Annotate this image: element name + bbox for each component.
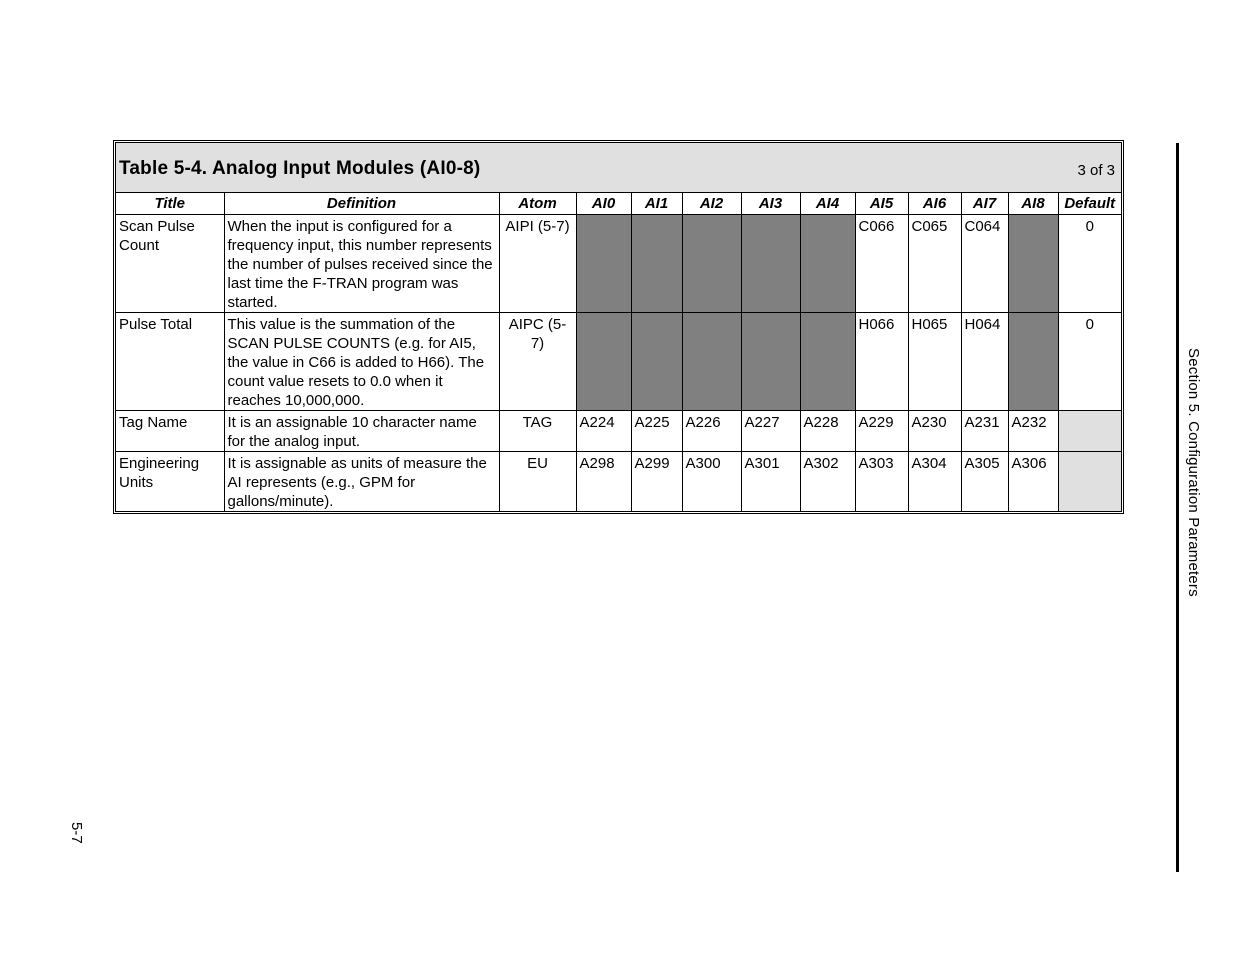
cell-ai1	[631, 215, 682, 313]
header-ai0: AI0	[576, 193, 631, 215]
header-ai2: AI2	[682, 193, 741, 215]
cell-ai2	[682, 313, 741, 411]
header-ai1: AI1	[631, 193, 682, 215]
header-ai7: AI7	[961, 193, 1008, 215]
row-default	[1058, 452, 1121, 512]
cell-ai8: A232	[1008, 411, 1058, 452]
header-default: Default	[1058, 193, 1121, 215]
header-atom: Atom	[499, 193, 576, 215]
row-definition: It is an assignable 10 character name for the analog input.	[224, 411, 499, 452]
cell-ai6: H065	[908, 313, 961, 411]
cell-ai6: C065	[908, 215, 961, 313]
cell-ai7: H064	[961, 313, 1008, 411]
header-definition: Definition	[224, 193, 499, 215]
table-row	[116, 452, 1121, 512]
row-title: Pulse Total	[116, 313, 224, 411]
table-row	[116, 215, 1121, 313]
cell-ai4: A302	[800, 452, 855, 512]
cell-ai7: A305	[961, 452, 1008, 512]
row-definition: It is assignable as units of measure the AI represents (e.g., GPM for gallons/minute).	[224, 452, 499, 512]
row-default: 0	[1058, 313, 1121, 411]
table-title: Table 5-4. Analog Input Modules (AI0-8)	[119, 158, 481, 179]
section-label: Section 5. Configuration Parameters	[1185, 348, 1202, 597]
cell-ai5: A229	[855, 411, 908, 452]
row-definition: When the input is configured for a frequency input, this number represents the number of pulses received since the last time the F-TRAN program was started.	[224, 215, 499, 313]
cell-ai3: A301	[741, 452, 800, 512]
table-page-indicator: 3 of 3	[1077, 162, 1115, 179]
header-ai6: AI6	[908, 193, 961, 215]
cell-ai3	[741, 313, 800, 411]
cell-ai5: A303	[855, 452, 908, 512]
table-grid	[116, 193, 1121, 511]
header-ai8: AI8	[1008, 193, 1058, 215]
header-row	[116, 193, 1121, 215]
analog-input-table	[113, 140, 1124, 514]
cell-ai3	[741, 215, 800, 313]
cell-ai8	[1008, 313, 1058, 411]
cell-ai2: A300	[682, 452, 741, 512]
row-definition: This value is the summation of the SCAN PULSE COUNTS (e.g. for AI5, the value in C66 is added to H66). The count value resets to 0.0 when it reaches 10,000,000.	[224, 313, 499, 411]
row-atom: AIPI (5-7)	[499, 215, 576, 313]
cell-ai3: A227	[741, 411, 800, 452]
header-title: Title	[116, 193, 224, 215]
row-default: 0	[1058, 215, 1121, 313]
cell-ai5: C066	[855, 215, 908, 313]
cell-ai6: A230	[908, 411, 961, 452]
cell-ai7: C064	[961, 215, 1008, 313]
header-ai3: AI3	[741, 193, 800, 215]
cell-ai7: A231	[961, 411, 1008, 452]
cell-ai1: A299	[631, 452, 682, 512]
row-title: Engineering Units	[116, 452, 224, 512]
cell-ai6: A304	[908, 452, 961, 512]
cell-ai4	[800, 313, 855, 411]
cell-ai0: A224	[576, 411, 631, 452]
cell-ai4	[800, 215, 855, 313]
header-ai5: AI5	[855, 193, 908, 215]
row-title: Tag Name	[116, 411, 224, 452]
table-row	[116, 313, 1121, 411]
page-number: 5-7	[68, 822, 85, 844]
cell-ai4: A228	[800, 411, 855, 452]
cell-ai0: A298	[576, 452, 631, 512]
row-atom: EU	[499, 452, 576, 512]
row-default	[1058, 411, 1121, 452]
cell-ai1: A225	[631, 411, 682, 452]
cell-ai8: A306	[1008, 452, 1058, 512]
header-ai4: AI4	[800, 193, 855, 215]
cell-ai1	[631, 313, 682, 411]
row-atom: AIPC (5-7)	[499, 313, 576, 411]
cell-ai0	[576, 313, 631, 411]
cell-ai5: H066	[855, 313, 908, 411]
table-row	[116, 411, 1121, 452]
cell-ai0	[576, 215, 631, 313]
cell-ai2: A226	[682, 411, 741, 452]
cell-ai2	[682, 215, 741, 313]
section-divider-rule	[1176, 143, 1179, 872]
cell-ai8	[1008, 215, 1058, 313]
row-atom: TAG	[499, 411, 576, 452]
row-title: Scan Pulse Count	[116, 215, 224, 313]
table-title-bar	[116, 143, 1121, 193]
